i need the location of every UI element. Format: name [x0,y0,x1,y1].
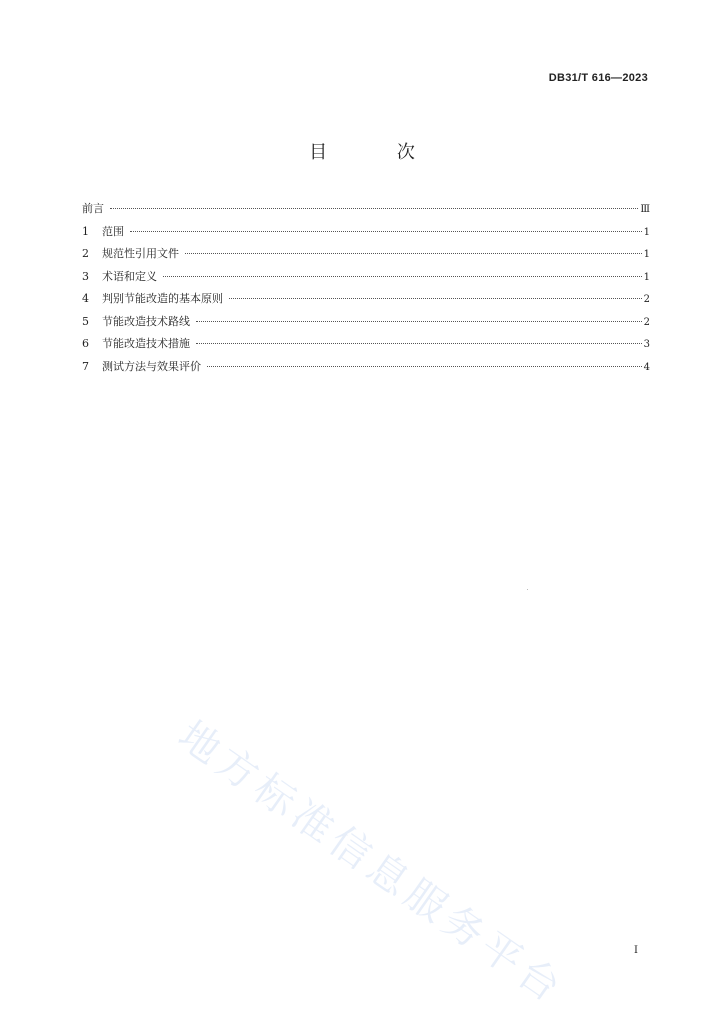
toc-leader-dots [196,321,642,322]
toc-leader-dots [163,276,642,277]
toc-page-number: 1 [643,271,650,283]
toc-entry-7[interactable] [82,358,650,381]
toc-label: 前言 [82,202,104,215]
toc-number: 4 [82,292,89,305]
toc-entry-1[interactable] [82,223,650,246]
toc-number: 7 [82,359,89,373]
toc-leader-dots [185,253,642,254]
toc-leader-dots [110,208,638,209]
page-number: I [634,945,638,956]
toc-page-number: 2 [643,316,650,328]
toc-entry-5[interactable] [82,313,650,336]
toc-entry-3[interactable] [82,268,650,291]
toc-page-number: 4 [643,361,650,373]
toc-page-number: 1 [643,226,650,238]
toc-leader-dots [196,343,642,344]
toc-number: 2 [82,247,89,260]
toc-leader-dots [207,366,642,367]
toc-number: 6 [82,337,89,350]
toc-leader-dots [229,298,642,299]
toc-label: 术语和定义 [102,269,157,283]
toc-label: 节能改造技术路线 [102,314,190,328]
toc-page-number: Ⅲ [640,204,650,215]
document-code: DB31/T 616—2023 [548,72,648,84]
toc-label: 规范性引用文件 [102,247,179,260]
toc-entry-2[interactable] [82,245,650,268]
toc-entry-6[interactable] [82,335,650,358]
toc-label: 节能改造技术措施 [102,337,190,350]
toc-page-number: 2 [643,294,650,305]
toc-number: 5 [82,314,89,328]
toc-page-number: 3 [643,339,650,350]
scan-speck [527,589,528,590]
toc-label: 测试方法与效果评价 [102,359,201,373]
toc-leader-dots [130,231,642,232]
toc-number: 1 [82,224,89,238]
table-of-contents [82,200,650,380]
toc-number: 3 [82,269,89,283]
toc-label: 范围 [102,224,124,238]
watermark: 地方标准信息服务平台 [169,712,573,1015]
page-title: 目 次 [309,142,447,163]
toc-page-number: 1 [643,249,650,260]
toc-label: 判别节能改造的基本原则 [102,292,223,305]
toc-entry-4[interactable] [82,290,650,313]
toc-entry-preface[interactable] [82,200,650,223]
